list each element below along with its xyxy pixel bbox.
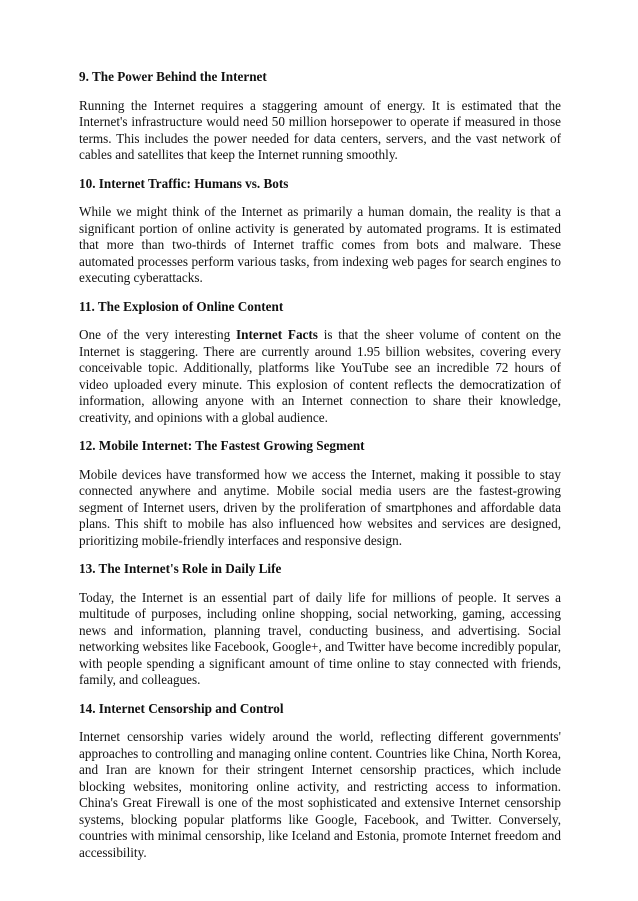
section-paragraph (79, 327, 561, 426)
section-paragraph: Running the Internet requires a staggering amount of energy. It is estimated that the Internet's infrastructure would need 50 million horsepower to operate if measured in those terms. This includes the power needed for data centers, servers, and the vast network of cables and satellites that keep the Internet running smoothly. (79, 97, 561, 162)
section-content (79, 299, 561, 427)
paragraph-text: One of the very interesting (79, 327, 236, 342)
paragraph-text: is that the sheer volume of content on the Internet is staggering. There are currently around 1.95 billion websites, covering every conceivable topic. Additionally, platforms like YouTube see an incredible 72 hours of video uploaded every minute. This explosion of content reflects the democratization of information, allowing anyone with an Internet connection to share their knowledge, creativity, and opinions with a global audience. (79, 327, 561, 425)
section-heading: 13. The Internet's Role in Daily Life (79, 561, 282, 576)
section-paragraph: Mobile devices have transformed how we access the Internet, making it possible to stay connected anywhere and anytime. Mobile social media users are the fastest-growing segment of Internet users, driven by the proliferation of smartphones and affordable data plans. This shift to mobile has also influenced how websites and services are designed, prioritizing mobile-friendly interfaces and responsive design. (79, 466, 561, 548)
section-power (79, 69, 561, 164)
section-heading: 10. Internet Traffic: Humans vs. Bots (79, 175, 289, 191)
section-censorship (79, 701, 561, 862)
section-mobile (79, 438, 561, 549)
section-heading: 11. The Explosion of Online Content (79, 298, 284, 314)
section-paragraph: Internet censorship varies widely around the world, reflecting different governments' approaches to controlling and managing online content. Countries like China, North Korea, and Iran are known for their stringent Internet censorship practices, which include blocking websites, monitoring online activity, and restricting access to information. China's Great Firewall is one of the most sophisticated and extensive Internet censorship systems, blocking popular platforms like Google, Facebook, and Twitter. Conversely, countries with minimal censorship, like Iceland and Estonia, promote Internet freedom and accessibility. (79, 729, 561, 860)
section-paragraph: Today, the Internet is an essential part of daily life for millions of people. It serves a multitude of purposes, including online shopping, social networking, gaming, accessing news and information, planning travel, conducting business, and advertising. Social networking websites like Facebook, Google+, and Twitter have become incredibly popular, with people spending a significant amount of time online to stay connected with friends, family, and colleagues. (79, 589, 561, 687)
section-daily-life (79, 561, 561, 689)
section-heading: 14. Internet Censorship and Control (79, 700, 284, 716)
section-heading: 9. The Power Behind the Internet (79, 69, 267, 84)
bold-term: Internet Facts (236, 327, 318, 342)
section-traffic (79, 176, 561, 287)
section-paragraph: While we might think of the Internet as primarily a human domain, the reality is that a significant portion of online activity is generated by automated programs. It is estimated that more than two-thirds of Internet traffic comes from bots and malware. These automated processes perform various tasks, from indexing web pages for search engines to executing cyberattacks. (79, 204, 561, 285)
section-heading: 12. Mobile Internet: The Fastest Growing Segment (79, 438, 365, 453)
document-page (79, 69, 561, 873)
